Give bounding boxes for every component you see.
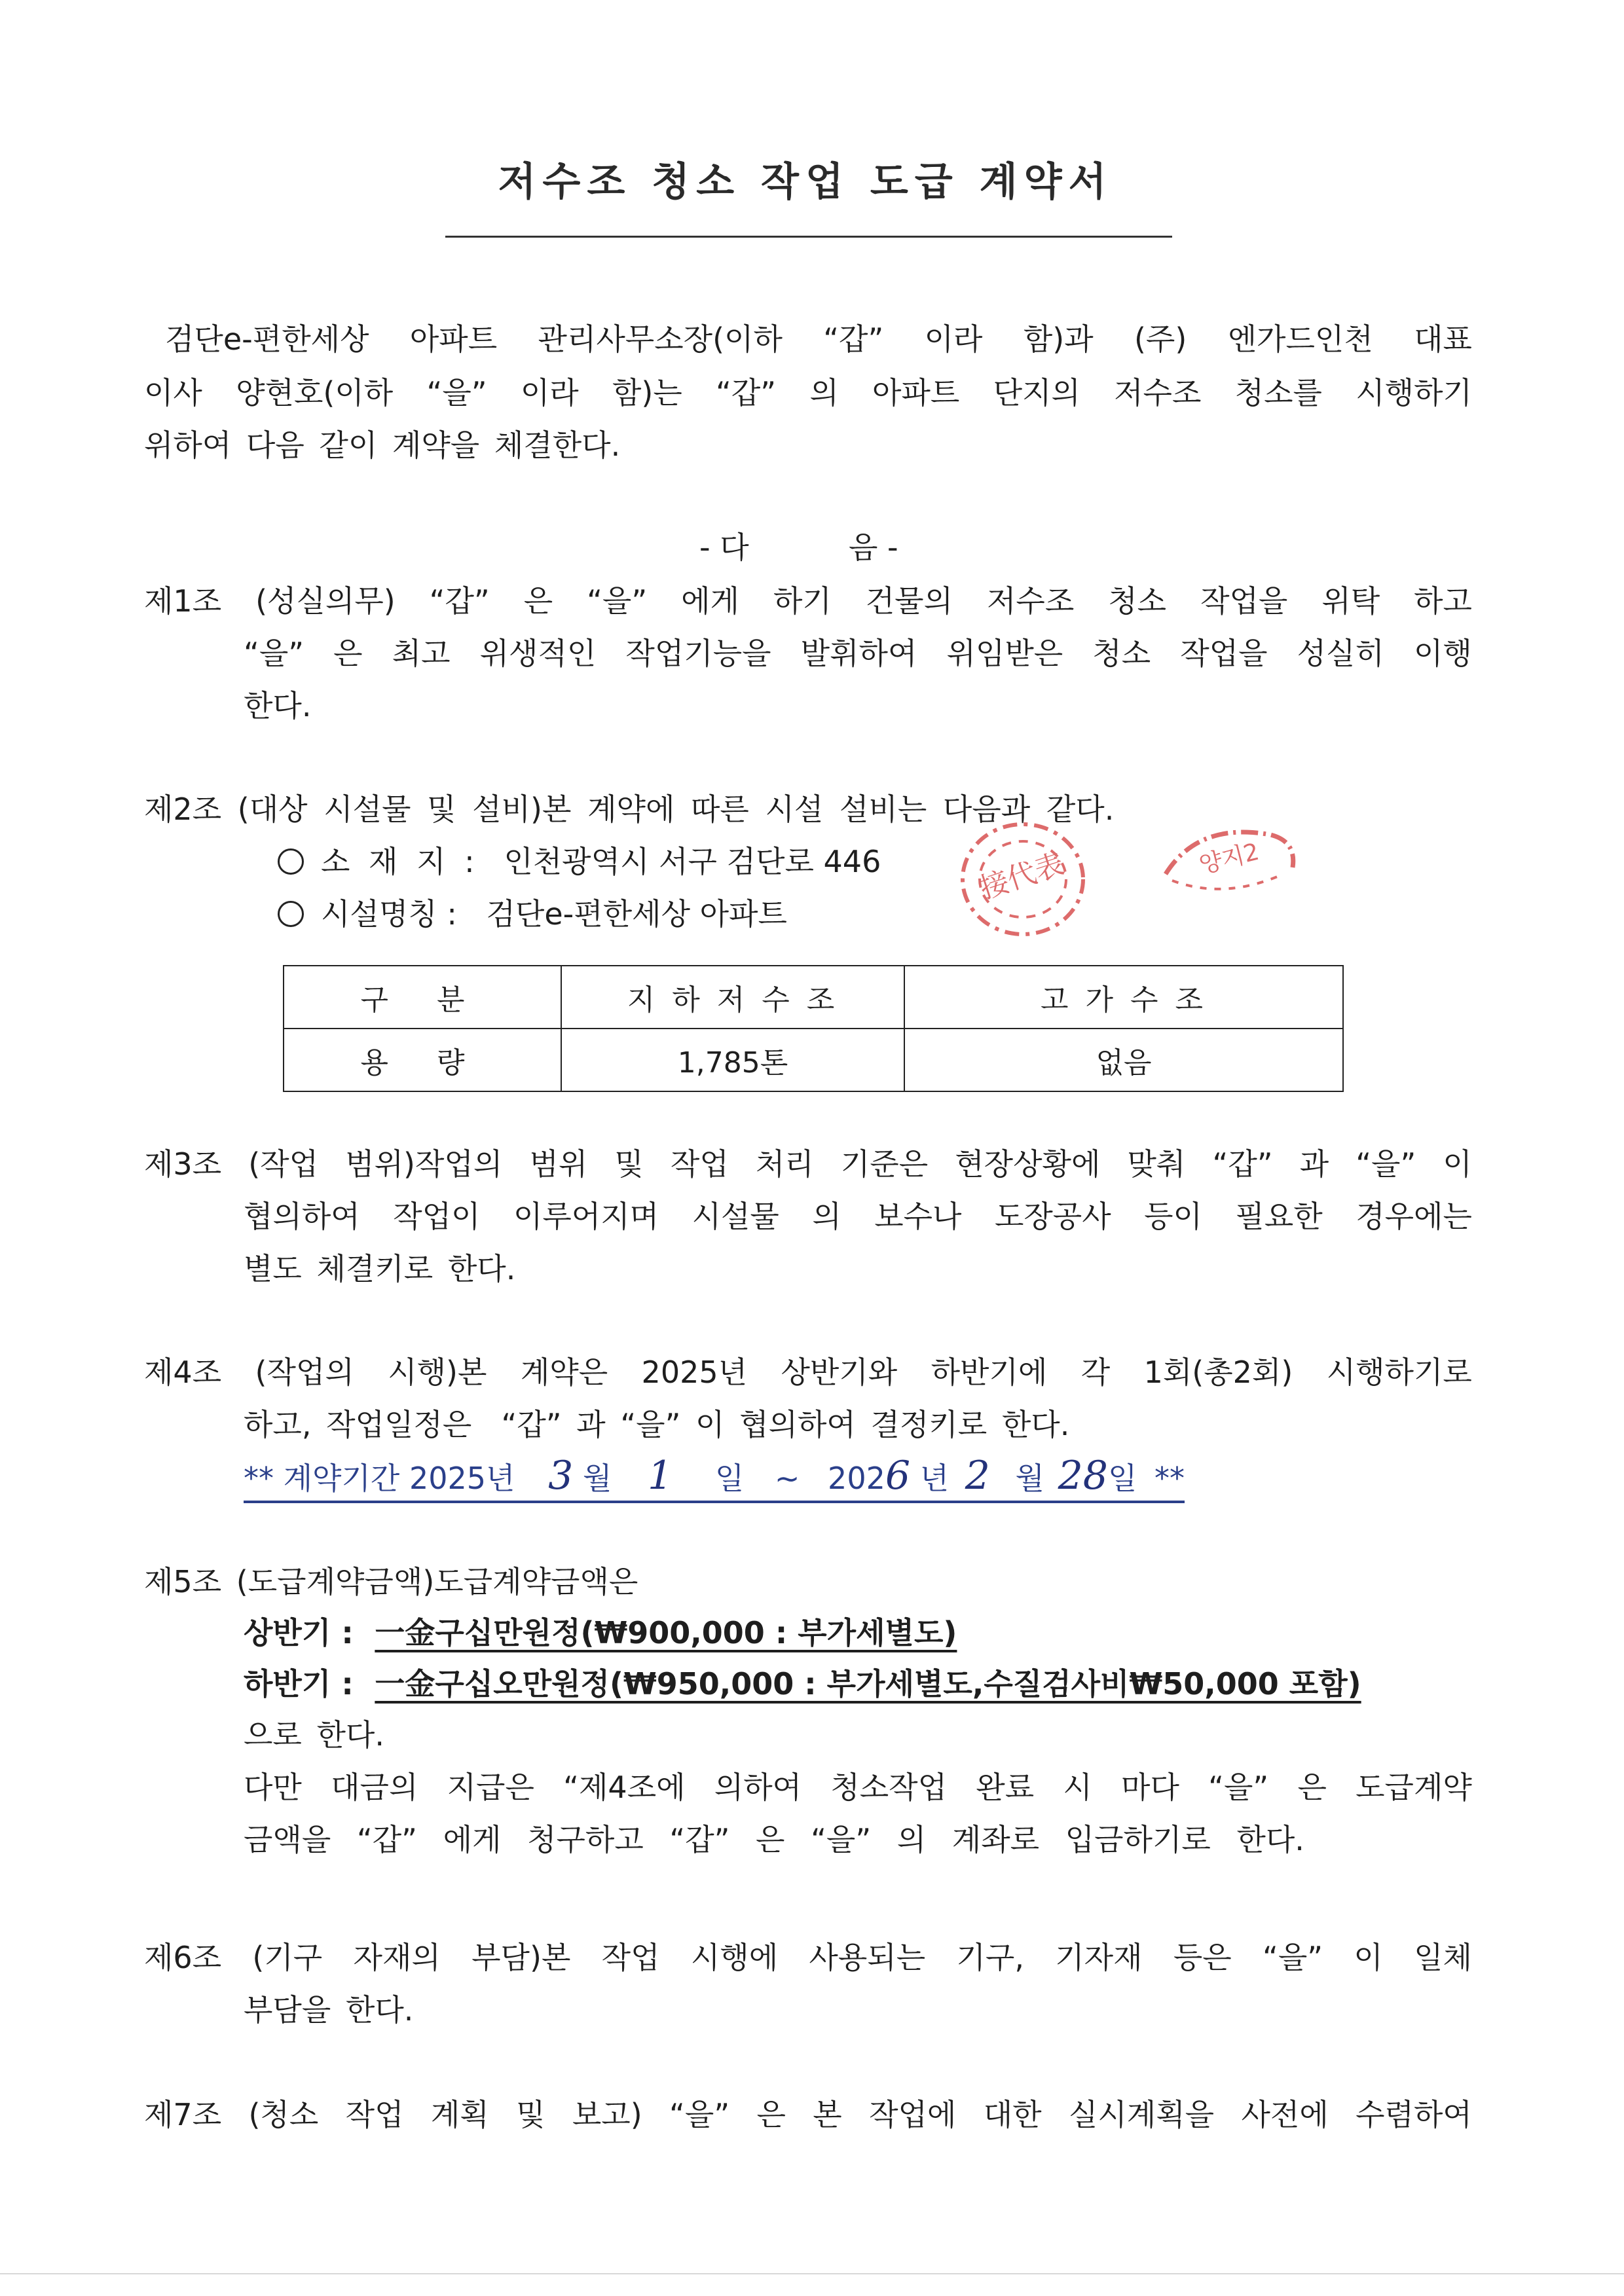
circle-bullet-icon [278,848,304,875]
period-end-year: 202 [828,1461,885,1496]
first-half-value: 一金구십만원정(₩900,000 : 부가세별도) [375,1615,957,1650]
separator-right: 음 - [849,530,898,565]
svg-text:양지2: 양지2 [1196,838,1262,879]
seal-stamp-icon [943,809,1100,953]
intro-line-3: 위하여 다음 같이 계약을 체결한다. [144,428,621,463]
title-underline [445,236,1172,238]
period-suffix: ** [1154,1461,1185,1496]
location-label: 소 재 지 : [321,844,475,879]
article-5-line-1: 제5조 (도급계약금액)도급계약금액은 [144,1564,638,1599]
second-half-label: 하반기 : [244,1666,354,1702]
table-header-cell: 고 가 수 조 [904,966,1343,1029]
second-half-value: 一金구십오만원정(₩950,000 : 부가세별도,수질검사비₩50,000 포함) [375,1666,1361,1702]
period-month-label: 월 [582,1461,612,1496]
article-6-line-2: 부담을 한다. [244,1992,414,2028]
article-2-line-1: 제2조 (대상 시설물 및 설비)본 계약에 따른 시설 설비는 다음과 같다. [144,792,1115,827]
seal-stamp-icon-2 [1153,815,1303,907]
article-5-line-5: 다만 대금의 지급은 “제4조에 의하여 청소작업 완료 시 마다 “을” 은 도급계약 [244,1770,1472,1805]
article-1-line-2: “을” 은 최고 위생적인 작업기능을 발휘하여 위임받은 청소 작업을 성실히 이행 [244,636,1472,671]
location-value: 인천광역시 서구 검단로 446 [504,844,881,879]
article-2-location [278,843,881,880]
intro-line-1: 검단e-편한세상 아파트 관리사무소장(이하 “갑” 이라 함)과 (주) 엔가드인천 대표 [165,321,1472,357]
scan-edge-line [0,2273,1624,2274]
contract-period [244,1453,1185,1502]
period-year-label: 년 [919,1461,950,1496]
period-tilde: ~ [774,1461,800,1496]
first-half-label: 상반기 : [244,1615,354,1650]
table-cell: 1,785톤 [561,1029,904,1091]
svg-text:接代表: 接代表 [975,847,1069,906]
article-2-facility [278,896,787,932]
period-start-month: 3 [548,1453,574,1499]
period-month-label-2: 월 [1015,1461,1044,1496]
facility-label: 시설명칭 : [321,896,457,932]
article-5-first-half [244,1614,957,1651]
facility-value: 검단e-편한세상 아파트 [486,896,787,932]
document-title: 저수조 청소 작업 도급 계약서 [498,159,1113,205]
article-3-line-3: 별도 체결키로 한다. [244,1251,516,1286]
table-header-cell: 구 분 [284,966,561,1029]
capacity-table [283,965,1344,1092]
period-day-label: 일 [714,1461,745,1496]
article-1-line-3: 한다. [244,688,312,723]
article-4-line-2: 하고, 작업일정은 “갑” 과 “을” 이 협의하여 결정키로 한다. [244,1407,1070,1442]
article-4-line-1: 제4조 (작업의 시행)본 계약은 2025년 상반기와 하반기에 각 1회(총2회) 시행하기로 [144,1355,1472,1390]
table-row [284,1029,1343,1091]
article-6-line-1: 제6조 (기구 자재의 부담)본 작업 시행에 사용되는 기구, 기자재 등은 “을” 이 일체 [144,1940,1472,1975]
period-end-day: 28 [1058,1453,1108,1499]
article-3-line-1: 제3조 (작업 범위)작업의 범위 및 작업 처리 기준은 현장상황에 맞춰 “갑” 과 “을” 이 [144,1146,1472,1182]
article-7-line-1: 제7조 (청소 작업 계획 및 보고) “을” 은 본 작업에 대한 실시계획을 사전에 수렴하여 [144,2097,1472,2132]
article-3-line-2: 협의하여 작업이 이루어지며 시설물 의 보수나 도장공사 등이 필요한 경우에는 [244,1199,1472,1234]
period-end-year-hand: 6 [885,1453,911,1499]
article-5-line-6: 금액을 “갑” 에게 청구하고 “갑” 은 “을” 의 계좌로 입금하기로 한다. [244,1822,1304,1857]
period-day-label-2: 일 [1107,1461,1137,1496]
circle-bullet-icon [278,901,304,927]
table-header-cell: 지 하 저 수 조 [561,966,904,1029]
table-cell: 없음 [904,1029,1343,1091]
period-end-month: 2 [965,1453,990,1499]
intro-line-2: 이사 양현호(이하 “을” 이라 함)는 “갑” 의 아파트 단지의 저수조 청소를 시행하기 [144,375,1472,410]
article-1-line-1: 제1조 (성실의무) “갑” 은 “을” 에게 하기 건물의 저수조 청소 작업을 위탁 하고 [144,583,1472,619]
separator-left: - 다 [699,530,749,565]
table-header-row [284,966,1343,1029]
article-5-second-half [244,1666,1361,1702]
period-start-day: 1 [648,1453,673,1499]
article-5-line-4: 으로 한다. [244,1717,384,1753]
table-cell: 용 량 [284,1029,561,1091]
period-prefix: ** 계약기간 2025년 [244,1461,515,1496]
